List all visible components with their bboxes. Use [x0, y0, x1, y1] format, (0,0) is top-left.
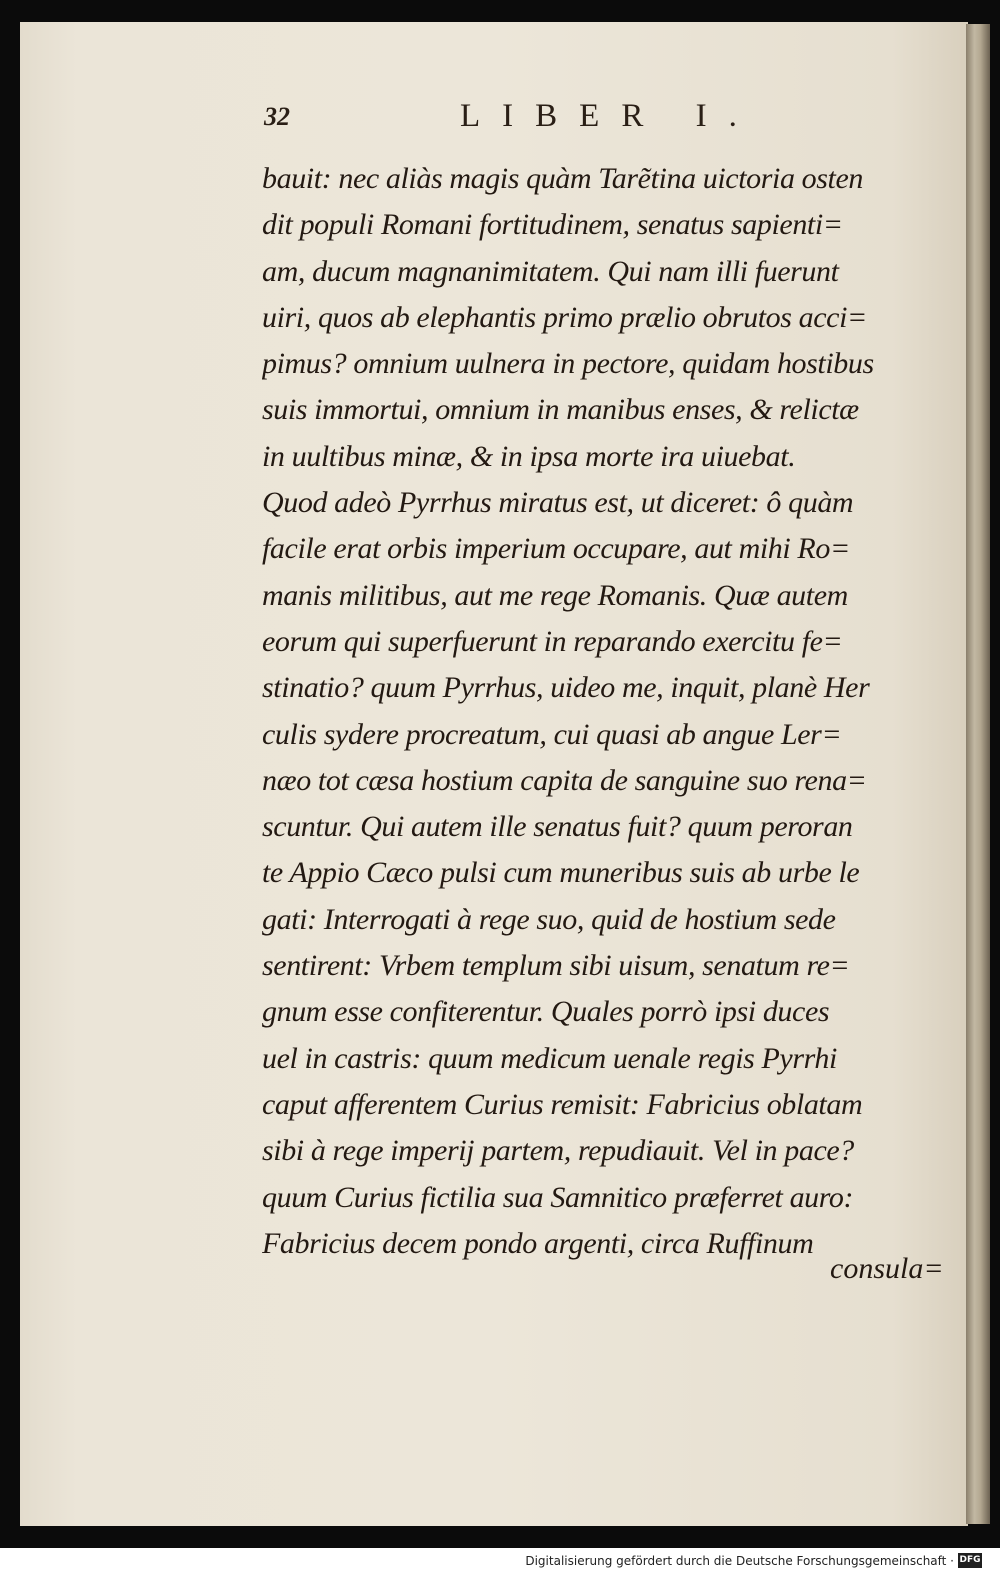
- text-line: caput afferentem Curius remisit: Fabricius oblatam: [262, 1087, 863, 1121]
- text-line: quum Curius fictilia sua Samnitico præferret auro:: [262, 1180, 854, 1214]
- running-title: LIBER I.: [460, 98, 759, 134]
- text-line: culis sydere procreatum, cui quasi ab angue Ler=: [262, 717, 842, 751]
- text-line: in uultibus minæ, & in ipsa morte ira uiuebat.: [262, 439, 796, 473]
- text-line: eorum qui superfuerunt in reparando exercitu fe=: [262, 624, 843, 658]
- text-line: manis militibus, aut me rege Romanis. Quæ autem: [262, 578, 848, 612]
- body-text: [262, 156, 942, 1267]
- text-line: pimus? omnium uulnera in pectore, quidam hostibus: [262, 347, 874, 381]
- text-line: suis immortui, omnium in manibus enses, & relictæ: [262, 393, 859, 427]
- text-line: sentirent: Vrbem templum sibi uisum, senatum re=: [262, 949, 850, 983]
- text-line: uel in castris: quum medicum uenale regis Pyrrhi: [262, 1041, 837, 1075]
- text-line: stinatio? quum Pyrrhus, uideo me, inquit, planè Her: [262, 671, 870, 705]
- catchword: consula=: [830, 1252, 944, 1285]
- text-line: gati: Interrogati à rege suo, quid de hostium sede: [262, 902, 836, 936]
- text-line: dit populi Romani fortitudinem, senatus sapienti=: [262, 208, 843, 242]
- text-line: uiri, quos ab elephantis primo prælio obrutos acci=: [262, 300, 867, 334]
- following-pages-edge: [966, 24, 990, 1524]
- text-line: Fabricius decem pondo argenti, circa Ruffinum: [262, 1226, 814, 1260]
- running-head: [20, 98, 968, 138]
- text-line: scuntur. Qui autem ille senatus fuit? quum peroran: [262, 810, 853, 844]
- text-line: te Appio Cæco pulsi cum muneribus suis ab urbe le: [262, 856, 860, 890]
- page-number: 32: [264, 102, 290, 131]
- text-line: Quod adeò Pyrrhus miratus est, ut diceret: ô quàm: [262, 486, 854, 520]
- funding-notice: Digitalisierung gefördert durch die Deutsche Forschungsgemeinschaft ·: [525, 1554, 954, 1568]
- text-line: gnum esse confiterentur. Quales porrò ipsi duces: [262, 995, 830, 1029]
- text-line: sibi à rege imperij partem, repudiauit. Vel in pace?: [262, 1134, 854, 1168]
- text-line: bauit: nec aliàs magis quàm Tarẽtina uictoria osten: [262, 162, 863, 195]
- text-line: am, ducum magnanimitatem. Qui nam illi fuerunt: [262, 254, 839, 288]
- book-page: [20, 22, 968, 1526]
- text-line: næo tot cæsa hostium capita de sanguine suo rena=: [262, 763, 867, 797]
- dfg-logo-icon: DFG: [958, 1553, 982, 1568]
- text-line: facile erat orbis imperium occupare, aut mihi Ro=: [262, 532, 850, 566]
